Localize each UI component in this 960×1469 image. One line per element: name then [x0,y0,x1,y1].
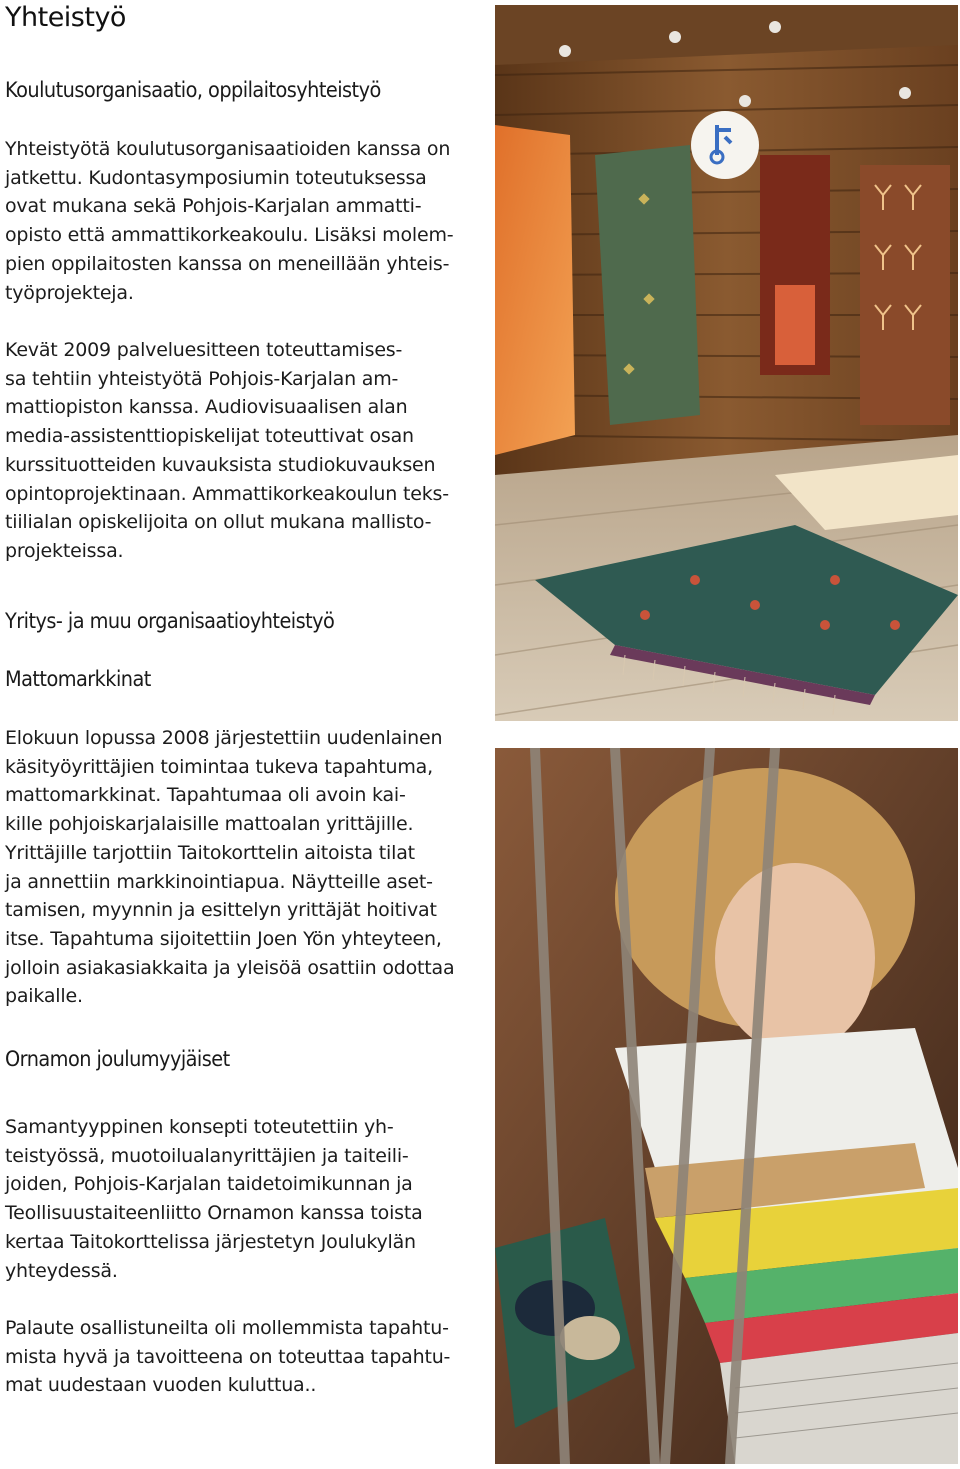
text-line: kille pohjoiskarjalaisille mattoalan yrittäjille. [5,813,414,836]
text-line: itse. Tapahtuma sijoitettiin Joen Yön yhteyteen, [5,927,442,950]
subheading-ornamo: Ornamon joulumyyjäiset [5,1047,230,1071]
text-line: Elokuun lopussa 2008 järjestettiin uudenlainen [5,727,443,749]
text-line: paikalle. [5,985,83,1008]
paragraph-ornamo-1 [5,1113,423,1285]
section-heading-school: Koulutusorganisaatio, oppilaitosyhteistyö [5,78,381,102]
text-line: kertaa Taitokorttelissa järjestetyn Joulukylän [5,1230,416,1253]
text-line: jolloin asiakasiakkaita ja yleisöä osattiin odottaa [5,956,455,979]
text-line: tamisen, myynnin ja esittelyn yrittäjät hoitivat [5,899,437,922]
text-line: Teollisuustaiteenliitto Ornamon kanssa toista [5,1202,423,1225]
paragraph-business-1 [5,724,454,1011]
text-line: teistyössä, muotoilualanyrittäjien ja taiteili- [5,1144,409,1167]
paragraph-ornamo-2 [5,1314,450,1400]
text-line: tiilialan opiskelijoita on ollut mukana mallisto- [5,511,432,534]
text-line: ja annettiin markkinointiapua. Näytteille aset- [5,870,433,893]
text-line: Palaute osallistuneilta oli mollemmista tapahtu- [5,1317,449,1339]
subheading-mattomarkkinat: Mattomarkkinat [5,667,151,691]
text-line: ovat mukana sekä Pohjois-Karjalan ammatti- [5,195,422,218]
text-line: sa tehtiin yhteistyötä Pohjois-Karjalan am- [5,367,399,390]
text-line: käsityöyrittäjien toimintaa tukeva tapahtuma, [5,755,433,778]
text-line: Yhteistyötä koulutusorganisaatioiden kanssa on [5,138,451,160]
text-line: yhteydessä. [5,1259,118,1282]
text-line: opisto että ammattikorkeakoulu. Lisäksi molem- [5,224,454,247]
text-line: pien oppilaitosten kanssa on meneillään yhteis- [5,252,450,275]
text-line: Kevät 2009 palveluesitteen toteuttamises- [5,339,403,361]
text-line: mattiopiston kanssa. Audiovisuaalisen alan [5,396,408,419]
text-line: mat uudestaan vuoden kuluttua.. [5,1374,317,1397]
text-line: jatkettu. Kudontasymposiumin toteutuksessa [5,166,427,189]
text-line: Samantyyppinen konsepti toteutettiin yh- [5,1116,394,1138]
text-line: projekteissa. [5,539,124,562]
page-title: Yhteistyö [5,2,126,33]
text-line: mattomarkkinat. Tapahtumaa oli avoin kai- [5,784,406,807]
text-line: joiden, Pohjois-Karjalan taidetoimikunnan ja [5,1173,413,1196]
text-line: työprojekteja. [5,281,134,304]
rug-exhibition-photo [495,5,958,721]
section-heading-business: Yritys- ja muu organisaatioyhteistyö [5,609,335,633]
paragraph-school-1 [5,135,453,307]
paragraph-school-2 [5,336,449,566]
text-line: Yrittäjille tarjottiin Taitokorttelin aitoista tilat [5,841,415,864]
text-line: media-assistenttiopiskelijat toteuttivat osan [5,425,414,448]
text-line: mista hyvä ja tavoitteena on toteuttaa tapahtu- [5,1345,451,1368]
child-weaving-photo [495,748,958,1464]
text-line: opintoprojektinaan. Ammattikorkeakoulun teks- [5,482,449,505]
text-line: kurssituotteiden kuvauksista studiokuvauksen [5,453,436,476]
